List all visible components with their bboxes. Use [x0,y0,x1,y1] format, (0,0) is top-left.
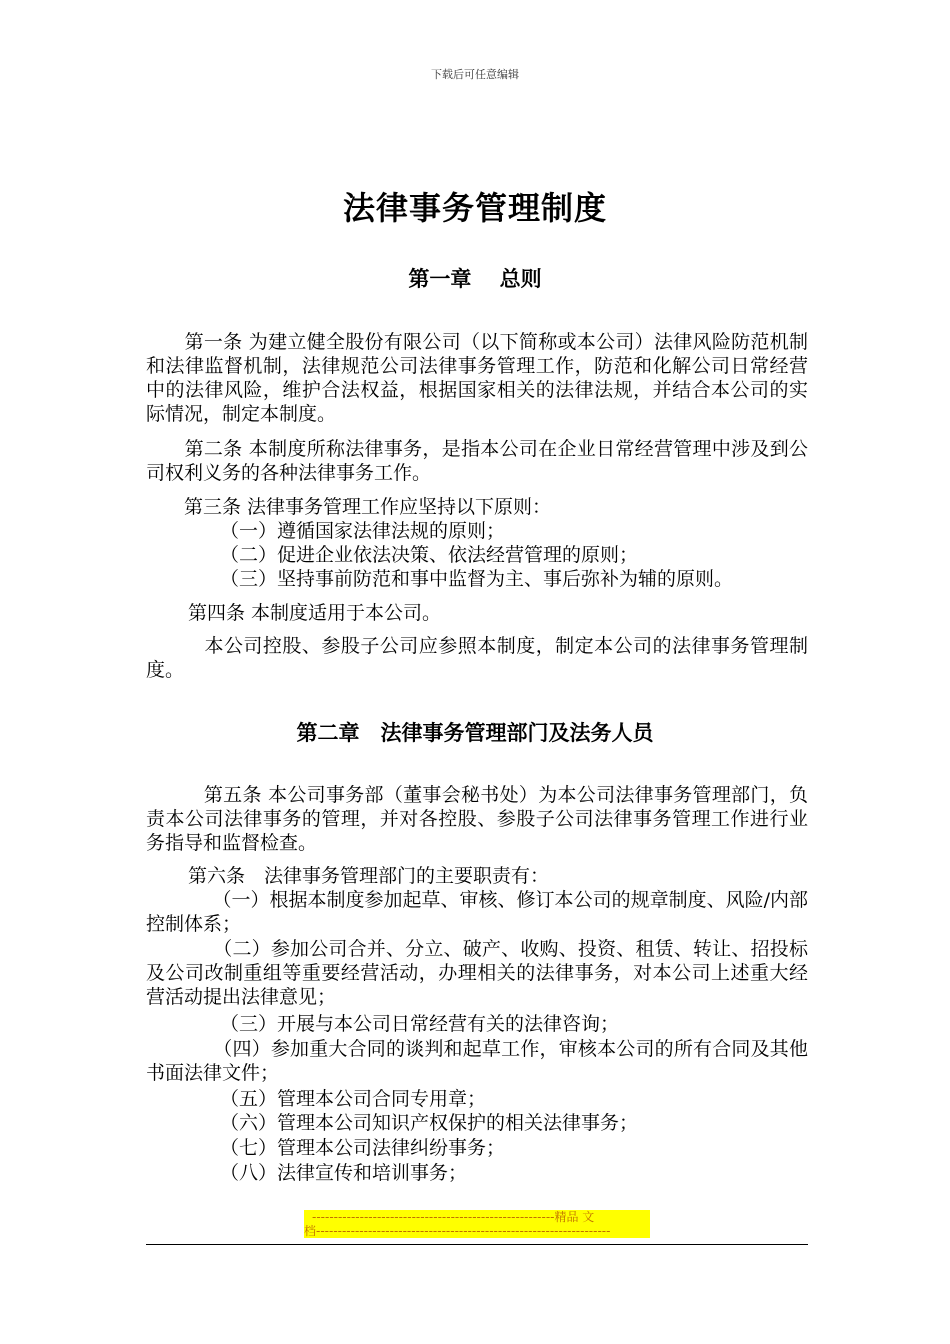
article-3: 第三条 法律事务管理工作应坚持以下原则： [146,496,552,518]
footer-line-2: 档-------------------------------------------------------------------- [304,1224,611,1238]
article-1: 第一条 为建立健全股份有限公司（以下简称或本公司）法律风险防范机制和法律监督机制，法律规范公司法律事务管理工作，防范和化解公司日常经营中的法律风险，维护合法权益，根据国家相关的法律法规，并结合本公司的实际情况，制定本制度。 [146,331,808,425]
article-3-item: （一）遵循国家法律法规的原则； [220,520,506,542]
article-5: 第五条 本公司事务部（董事会秘书处）为本公司法律事务管理部门，负责本公司法律事务的管理，并对各控股、参股子公司法律事务管理工作进行业务指导和监督检查。 [146,784,808,854]
article-6-item: （四）参加重大合同的谈判和起草工作，审核本公司的所有合同及其他书面法律文件； [146,1038,808,1084]
article-2: 第二条 本制度所称法律事务，是指本公司在企业日常经营管理中涉及到公司权利义务的各种法律事务工作。 [146,438,808,484]
article-6: 第六条 法律事务管理部门的主要职责有： [188,865,550,887]
footer-line-1: --------------------------------------------------------精品 文 [312,1210,595,1224]
footer-divider [146,1244,808,1245]
article-6-item: （五）管理本公司合同专用章； [220,1088,487,1110]
article-6-item: （一）根据本制度参加起草、审核、修订本公司的规章制度、风险/内部控制体系； [146,889,808,935]
article-4: 第四条 本制度适用于本公司。 [188,602,442,624]
chapter-1-heading: 第一章 总则 [408,267,542,291]
footer-watermark [304,1210,650,1238]
article-4-paragraph-2: 本公司控股、参股子公司应参照本制度，制定本公司的法律事务管理制度。 [146,635,808,681]
article-6-item: （六）管理本公司知识产权保护的相关法律事务； [220,1112,639,1134]
article-3-item: （三）坚持事前防范和事中监督为主、事后弥补为辅的原则。 [220,568,734,590]
article-6-item: （二）参加公司合并、分立、破产、收购、投资、租赁、转让、招投标及公司改制重组等重要经营活动，办理相关的法律事务，对本公司上述重大经营活动提出法律意见； [146,938,808,1008]
document-title: 法律事务管理制度 [342,189,607,227]
article-6-item: （三）开展与本公司日常经营有关的法律咨询； [220,1013,620,1035]
article-6-item: （八）法律宣传和培训事务； [220,1162,468,1184]
chapter-2-heading: 第二章 法律事务管理部门及法务人员 [296,721,654,745]
article-3-item: （二）促进企业依法决策、依法经营管理的原则； [220,544,639,566]
article-6-item: （七）管理本公司法律纠纷事务； [220,1137,506,1159]
header-note: 下载后可任意编辑 [431,68,519,81]
